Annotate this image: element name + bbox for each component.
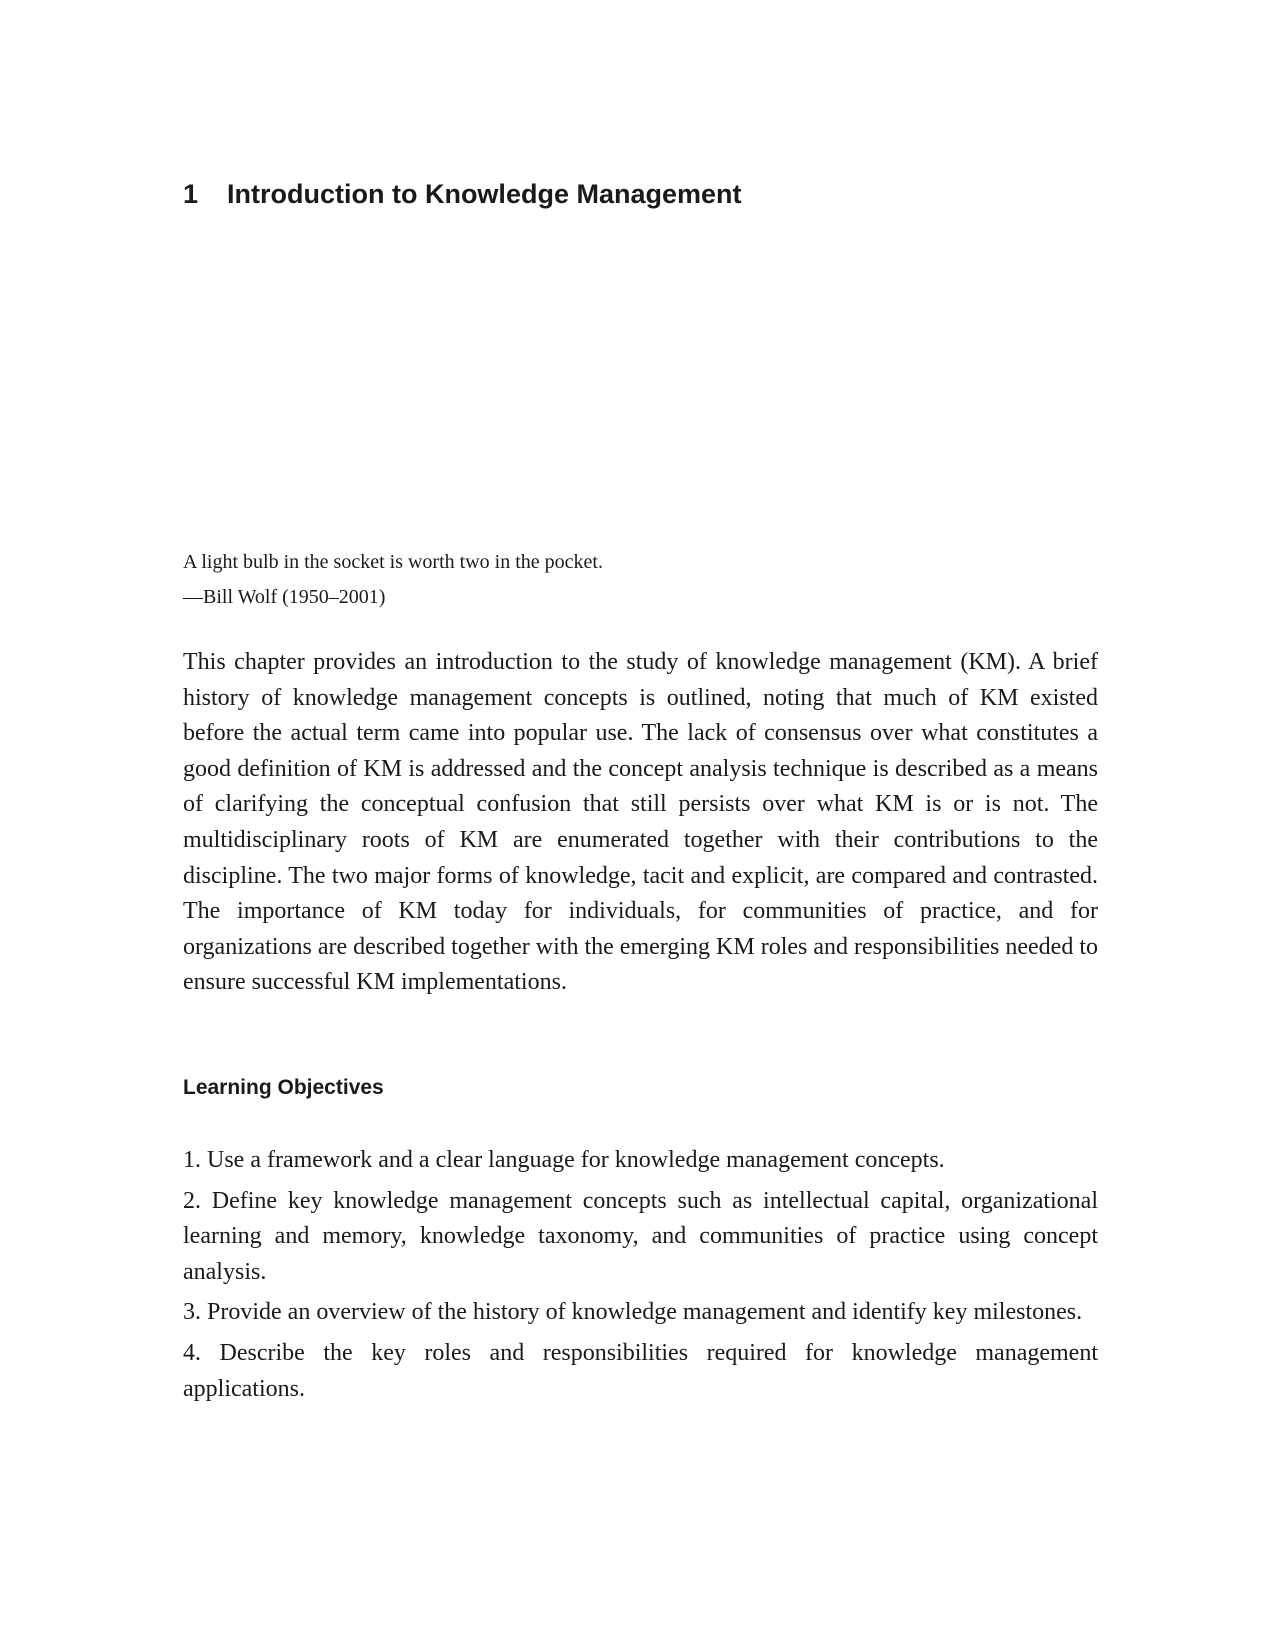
epigraph-attribution: —Bill Wolf (1950–2001) — [183, 586, 386, 608]
list-item — [183, 1143, 1098, 1179]
chapter-heading — [183, 176, 1098, 212]
chapter-title: Introduction to Knowledge Management — [227, 179, 742, 209]
list-item — [183, 1295, 1098, 1331]
intro-paragraph: This chapter provides an introduction to the study of knowledge management (KM). A brief history of knowledge management concepts is outlined, noting that much of KM existed before the actual term came into popular use. The lack of consensus over what constitutes a good definition of KM is addressed and the concept analysis technique is described as a means of clarifying the conceptual confusion that still persists over what KM is or is not. The multidisciplinary roots of KM are enumerated together with their contributions to the discipline. The two major forms of knowledge, tacit and explicit, are compared and contrasted. The importance of KM today for individuals, for communities of practice, and for organizations are described together with the emerging KM roles and responsibilities needed to ensure successful KM implementations. — [183, 649, 1098, 996]
chapter-number: 1 — [183, 179, 199, 209]
list-item — [183, 1336, 1098, 1407]
objective-number: 1. — [183, 1147, 201, 1173]
epigraph-quote: A light bulb in the socket is worth two in the pocket. — [183, 551, 603, 573]
objective-text: Use a framework and a clear language for knowledge management concepts. — [207, 1147, 945, 1173]
objective-number: 2. — [183, 1187, 201, 1214]
objective-number: 3. — [183, 1299, 201, 1326]
objective-text: Provide an overview of the history of knowledge management and identify key milestones. — [207, 1299, 1083, 1326]
objective-number: 4. — [183, 1339, 201, 1366]
objective-text: Describe the key roles and responsibilities required for knowledge management applications. — [183, 1339, 1099, 1402]
list-item — [183, 1184, 1098, 1291]
objective-text: Define key knowledge management concepts such as intellectual capital, organizational learning and memory, knowledge taxonomy, and communities of practice using concept analysis. — [183, 1187, 1099, 1285]
learning-objectives-list — [183, 1143, 1098, 1412]
learning-objectives-heading: Learning Objectives — [183, 1076, 384, 1099]
epigraph — [183, 545, 1098, 615]
